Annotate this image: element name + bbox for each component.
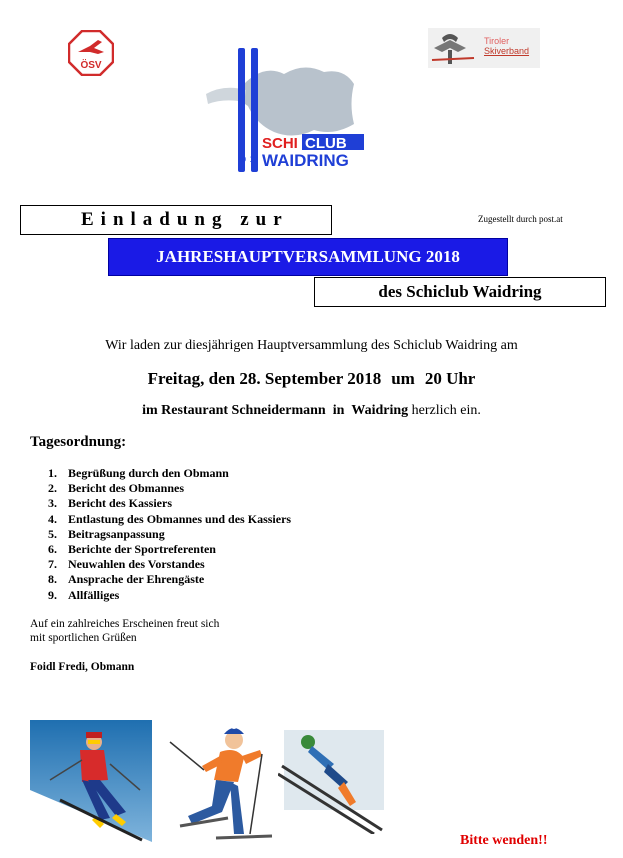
list-item: 1. Begrüßung durch den Obmann bbox=[48, 466, 229, 480]
ski-jumper-icon bbox=[278, 730, 388, 834]
closing-line2: mit sportlichen Grüßen bbox=[30, 632, 137, 644]
tsv-line2: Skiverband bbox=[484, 46, 530, 56]
cross-country-skier-icon bbox=[150, 722, 278, 846]
event-date bbox=[0, 369, 623, 389]
event-venue bbox=[0, 403, 623, 419]
venue-place: Waidring bbox=[351, 403, 409, 418]
club-name: des Schiclub Waidring bbox=[378, 282, 542, 301]
venue-name: im Restaurant Schneidermann bbox=[142, 403, 326, 418]
oesv-logo-text: ÖSV bbox=[80, 60, 102, 71]
invitation-text: Einladung zur bbox=[81, 209, 289, 230]
venue-in: in bbox=[332, 403, 345, 418]
delivered-note: Zugestellt durch post.at bbox=[478, 214, 563, 224]
agenda-title: Tagesordnung: bbox=[30, 434, 127, 450]
date-time: 20 Uhr bbox=[424, 369, 476, 388]
list-item: 7. Neuwahlen des Vorstandes bbox=[48, 557, 205, 572]
closing-text bbox=[30, 617, 219, 645]
alpine-skier-icon bbox=[30, 720, 152, 842]
schiclub-logo-icon bbox=[204, 44, 374, 174]
signature: Foidl Fredi, Obmann bbox=[30, 661, 135, 673]
club-year-a: 19 bbox=[238, 155, 246, 164]
list-item: 5. Beitragsanpassung bbox=[48, 526, 165, 541]
list-item: 4. Entlastung des Obmannes und des Kassiers bbox=[48, 511, 292, 526]
list-item: 3. Bericht des Kassiers bbox=[48, 496, 172, 511]
agenda-list bbox=[48, 466, 291, 603]
date-um: um bbox=[391, 369, 415, 388]
turn-over-note: Bitte wenden!! bbox=[460, 833, 548, 848]
club-name-box bbox=[314, 277, 606, 307]
list-item: 9. Allfälliges bbox=[48, 587, 120, 602]
club-word-schi: SCHI bbox=[262, 135, 298, 152]
list-item: 2. Bericht des Obmannes bbox=[48, 481, 185, 496]
list-item: 6. Berichte der Sportreferenten bbox=[48, 541, 216, 556]
club-year-b: 27 bbox=[250, 155, 258, 164]
list-item: 8. Ansprache der Ehrengäste bbox=[48, 572, 205, 587]
event-title-box bbox=[108, 238, 508, 276]
intro-text: Wir laden zur diesjährigen Hauptversammlung des Schiclub Waidring am bbox=[105, 338, 518, 353]
closing-line1: Auf ein zahlreiches Erscheinen freut sich bbox=[30, 618, 220, 630]
club-word-waidring: WAIDRING bbox=[262, 151, 349, 170]
tsv-line1: Tiroler bbox=[484, 36, 510, 46]
event-title: JAHRESHAUPTVERSAMMLUNG 2018 bbox=[156, 247, 460, 266]
oesv-logo-icon bbox=[68, 30, 114, 76]
invitation-heading bbox=[20, 205, 332, 235]
date-part: Freitag, den 28. September 2018 bbox=[147, 369, 382, 388]
club-word-club: CLUB bbox=[305, 135, 347, 152]
venue-tail: herzlich ein. bbox=[411, 403, 481, 418]
tiroler-skiverband-logo-icon bbox=[428, 28, 540, 68]
